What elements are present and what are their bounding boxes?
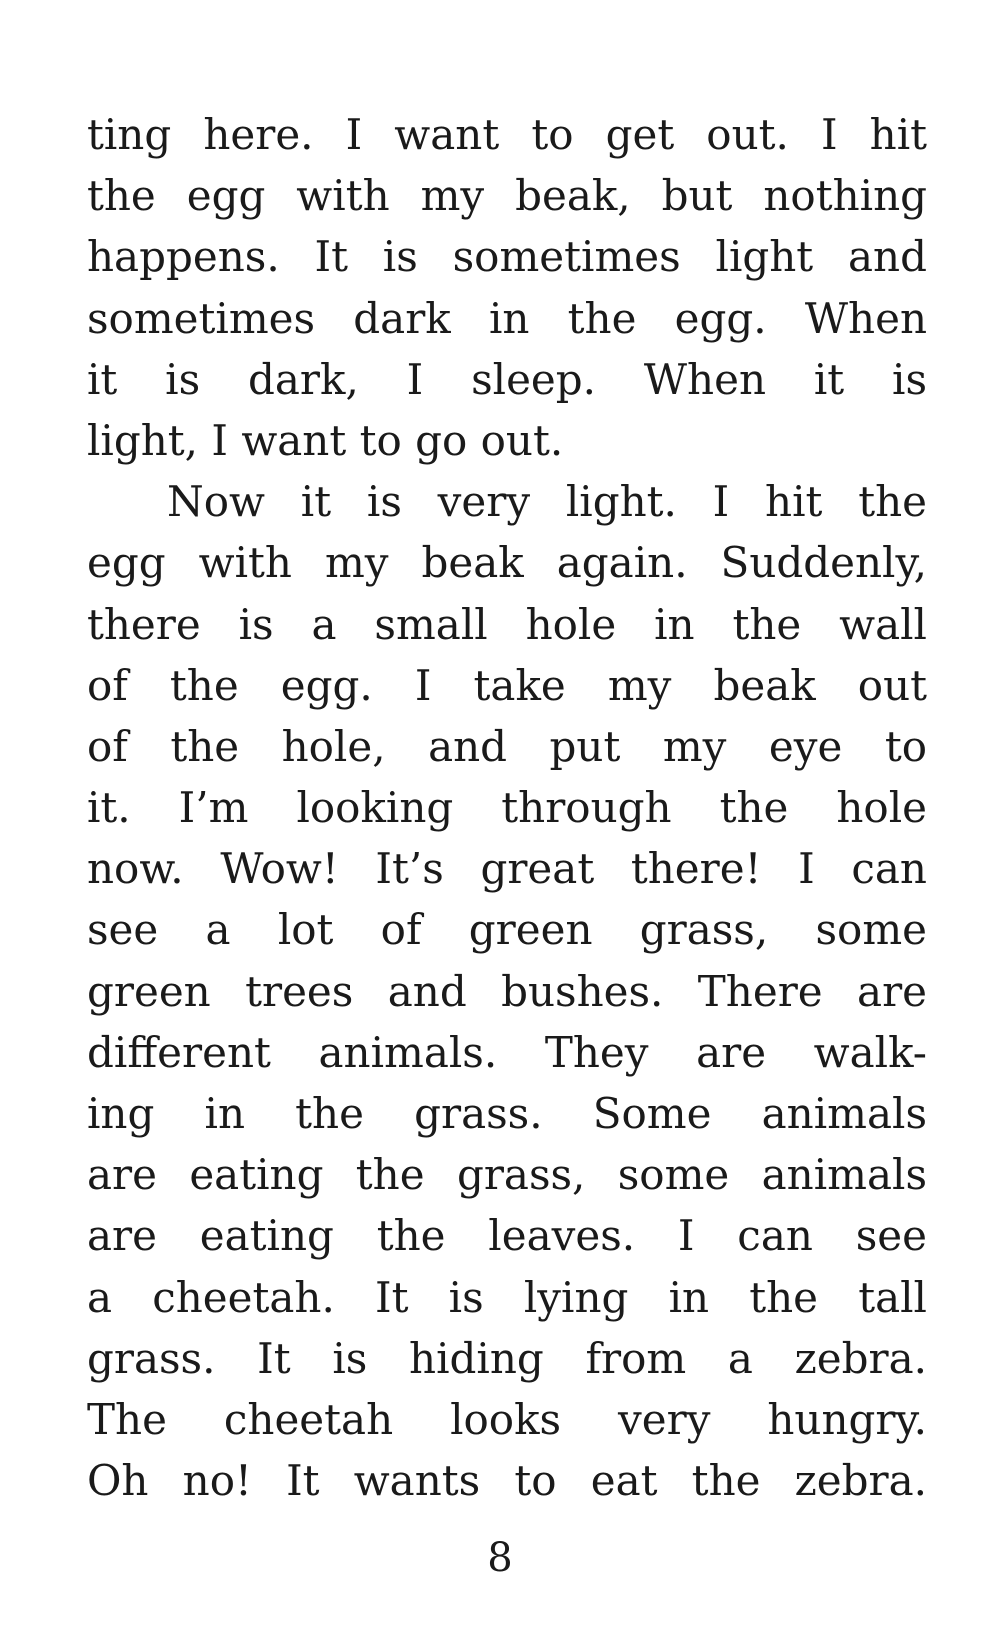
text-line: ting here. I want to get out. I hit bbox=[87, 110, 927, 159]
page-number: 8 bbox=[487, 1535, 513, 1581]
text-line: ing in the grass. Some animals bbox=[87, 1089, 927, 1138]
text-line: green trees and bushes. There are bbox=[87, 966, 927, 1016]
text-line: light, I want to go out. bbox=[87, 415, 564, 465]
paragraph-1 bbox=[87, 104, 927, 471]
text-line: Now it is very light. I hit the bbox=[167, 477, 927, 527]
text-line: sometimes dark in the egg. When bbox=[87, 293, 927, 343]
text-line: are eating the leaves. I can see bbox=[87, 1211, 927, 1261]
text-line: are eating the grass, some animals bbox=[87, 1150, 927, 1200]
text-line: it. I’m looking through the hole bbox=[87, 783, 927, 833]
text-line: of the egg. I take my beak out bbox=[87, 660, 927, 710]
text-line: Oh no! It wants to eat the zebra. bbox=[87, 1456, 927, 1506]
text-line: see a lot of green grass, some bbox=[87, 905, 927, 955]
text-line: there is a small hole in the wall bbox=[87, 599, 927, 649]
text-line: The cheetah looks very hungry. bbox=[87, 1394, 927, 1444]
text-line: egg with my beak again. Suddenly, bbox=[87, 538, 927, 588]
text-line: a cheetah. It is lying in the tall bbox=[87, 1272, 927, 1322]
text-line: happens. It is sometimes light and bbox=[87, 232, 927, 282]
paragraph-2 bbox=[87, 471, 927, 1511]
text-line: the egg with my beak, but nothing bbox=[87, 171, 927, 221]
text-line: of the hole, and put my eye to bbox=[87, 721, 927, 771]
text-line: now. Wow! It’s great there! I can bbox=[87, 844, 927, 894]
text-line: grass. It is hiding from a zebra. bbox=[87, 1333, 927, 1383]
page-body bbox=[87, 104, 927, 1511]
text-line: different animals. They are walk- bbox=[87, 1027, 927, 1077]
text-line: it is dark, I sleep. When it is bbox=[87, 354, 927, 404]
